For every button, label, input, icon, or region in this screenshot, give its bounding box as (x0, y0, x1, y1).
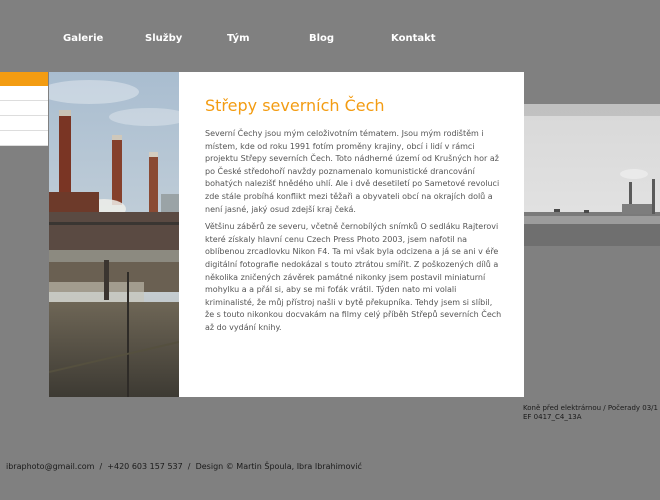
footer-phone: +420 603 157 537 (107, 462, 183, 471)
nav-link-blog[interactable]: Blog (309, 33, 335, 44)
power-plant-photo (49, 72, 179, 397)
nav-link-galerie[interactable]: Galerie (63, 33, 104, 44)
footer-email-link[interactable]: ibraphoto@gmail.com (6, 462, 95, 471)
main-navigation (0, 0, 660, 72)
nav-link-kontakt[interactable]: Kontakt (391, 33, 436, 44)
sidebar-item[interactable] (0, 101, 48, 116)
article-body (205, 128, 503, 340)
footer-separator: / (94, 462, 108, 471)
page-title: Střepy severních Čech (205, 96, 385, 115)
caption-code: EF 0417_C4_13A (523, 413, 582, 421)
photo-caption (523, 404, 660, 422)
article-paragraph: Severní Čechy jsou mým celoživotním tématem. Jsou mým rodištěm i místem, kde od roku 1991 fotím proměny krajiny, obcí i lidí v rámci projektu Střepy severních Čech. Toto nádherné území od Krušných hor až po České středohoří navždy poznamenalo komunistické drancování bohatých nalezišť hnědého uhlí. Ale i dvě desetiletí po Sametové revoluci zde stále probíhá konflikt mezi těžaři a obyvateli obcí na okrajích dolů a není jasné, jaký osud zdejší kraj čeká. (205, 129, 500, 214)
sidebar-item[interactable] (0, 131, 48, 146)
footer-separator: / (182, 462, 196, 471)
power-plant-photo-image (49, 72, 179, 397)
nav-link-tym[interactable]: Tým (227, 33, 250, 44)
landscape-photo[interactable] (524, 104, 660, 246)
nav-link-sluzby[interactable]: Služby (145, 33, 183, 44)
footer (6, 462, 362, 471)
footer-design-credit: Design © Martin Špoula, Ibra Ibrahimović (195, 462, 362, 471)
sidebar-item[interactable] (0, 86, 48, 101)
caption-title: Koně před elektrárnou / Počerady 03/1 (523, 404, 658, 412)
content-card (179, 72, 524, 397)
landscape-photo-image (524, 104, 660, 246)
article-paragraph: Většinu záběrů ze severu, včetně černobílých snímků O sedláku Rajterovi které získaly hlavní cenu Czech Press Photo 2003, jsem nafotil na oblíbenou zrcadlovku Nikon F4. Ta mi však byla odcizena a já se ani v éře digitální fotografie nedokázal s touto ztrátou smířit. Z poškozených dílů a několika zničených závěrek památné nikonky jsem postavil miniaturní mohylku a a přál si, aby se mi foťák vrátil. Týden nato mi volali kriminalisté, že můj přístroj našli v bytě překupníka. Tehdy jsem si slíbil, že s touto nikonkou docvakám na filmy celý příběh Střepů severních Čech až do vydání knihy. (205, 222, 502, 332)
sidebar-menu (0, 86, 48, 146)
sidebar-accent-bar (0, 72, 48, 86)
sidebar-item[interactable] (0, 116, 48, 131)
